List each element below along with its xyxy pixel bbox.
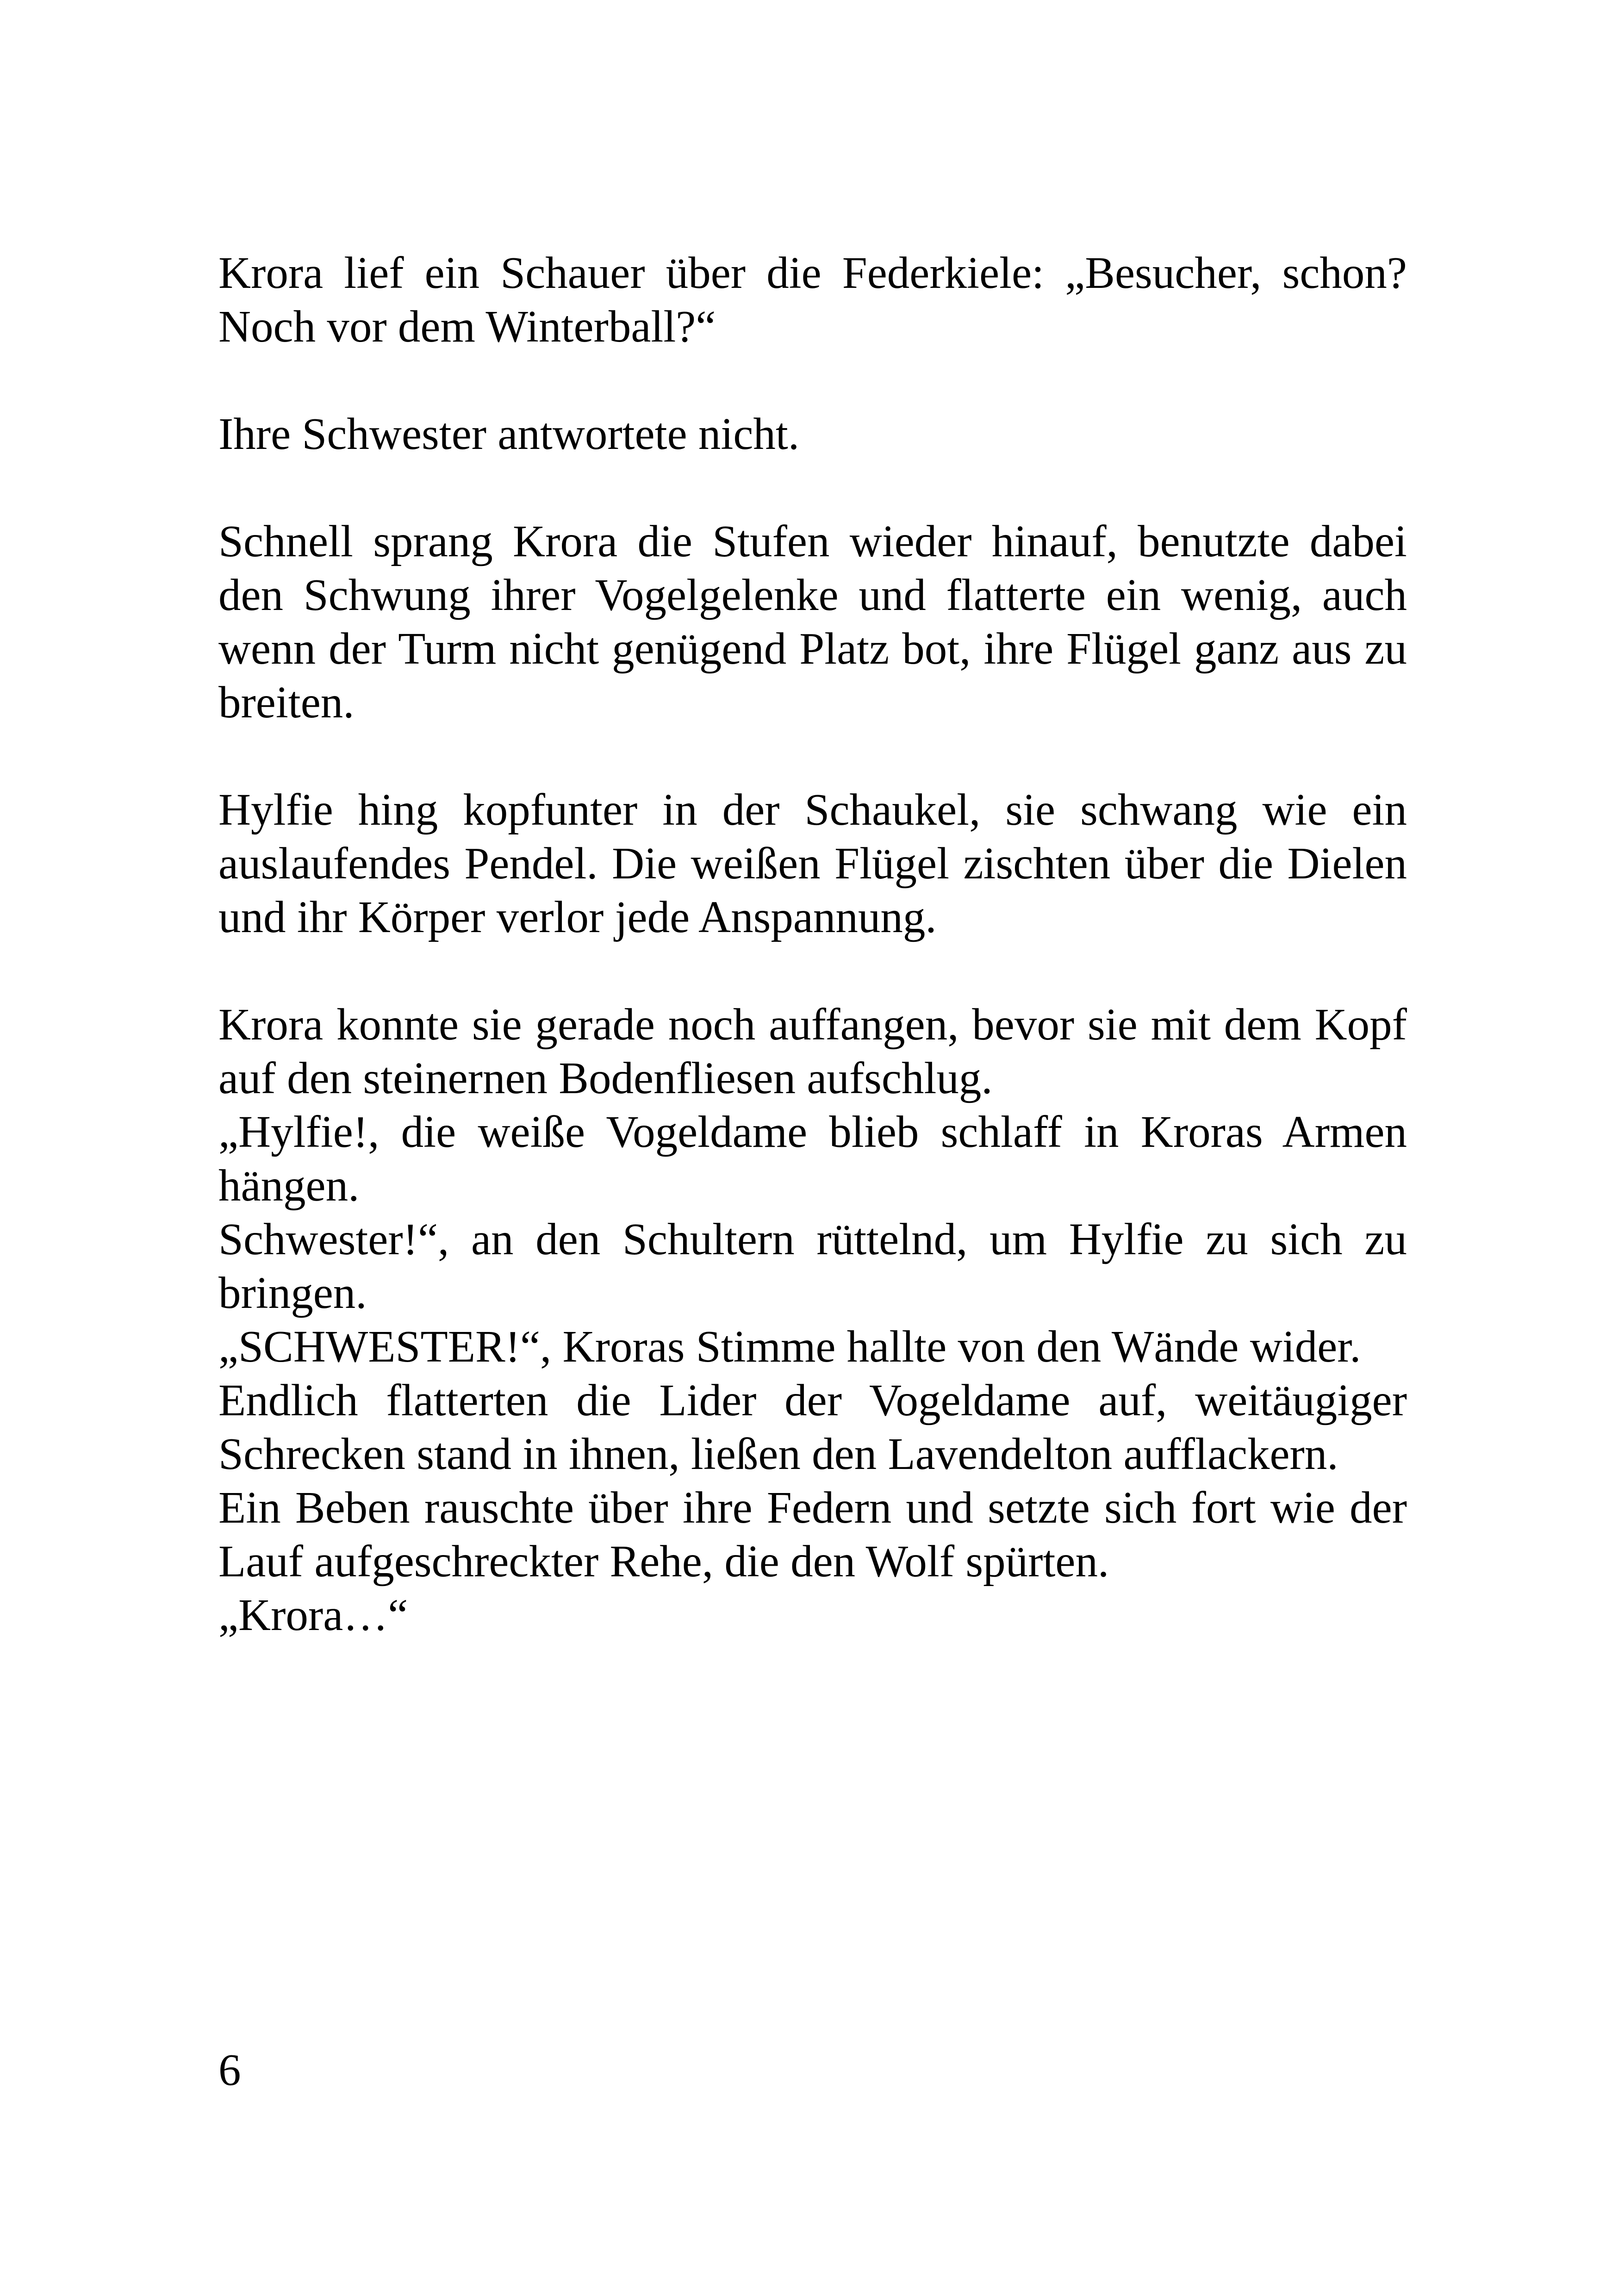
paragraph: Endlich flatterten die Lider der Vogeldame auf, weitäugiger Schrecken stand in ihnen, ließen den Lavendelton aufflackern. xyxy=(218,1375,1407,1479)
paragraph: Schwester!“, an den Schultern rüttelnd, um Hylfie zu sich zu bringen. xyxy=(218,1214,1407,1318)
paragraph: „Krora…“ xyxy=(218,1590,408,1640)
paragraph: Krora lief ein Schauer über die Federkiele: „Besucher, schon? Noch vor dem Winterball?“ xyxy=(218,248,1407,351)
paragraph: „SCHWESTER!“, Kroras Stimme hallte von den Wände wider. xyxy=(218,1322,1361,1371)
paragraph: Hylfie hing kopfunter in der Schaukel, sie schwang wie ein auslaufendes Pendel. Die weißen Flügel zischten über die Dielen und ihr Körper verlor jede Anspannung. xyxy=(218,785,1407,942)
paragraph: „Hylfie!, die weiße Vogeldame blieb schlaff in Kroras Armen hängen. xyxy=(218,1107,1407,1210)
page-number: 6 xyxy=(218,2045,241,2095)
paragraph: Krora konnte sie gerade noch auffangen, bevor sie mit dem Kopf auf den steinernen Bodenfliesen aufschlug. xyxy=(218,1000,1407,1103)
paragraph: Ihre Schwester antwortete nicht. xyxy=(218,409,800,459)
page-body-text xyxy=(218,246,1407,1642)
paragraph: Schnell sprang Krora die Stufen wieder hinauf, benutzte dabei den Schwung ihrer Vogelgelenke und flatterte ein wenig, auch wenn der Turm nicht genügend Platz bot, ihre Flügel ganz aus zu breiten. xyxy=(218,516,1407,727)
paragraph: Ein Beben rauschte über ihre Federn und setzte sich fort wie der Lauf aufgeschreckter Rehe, die den Wolf spürten. xyxy=(218,1483,1407,1586)
